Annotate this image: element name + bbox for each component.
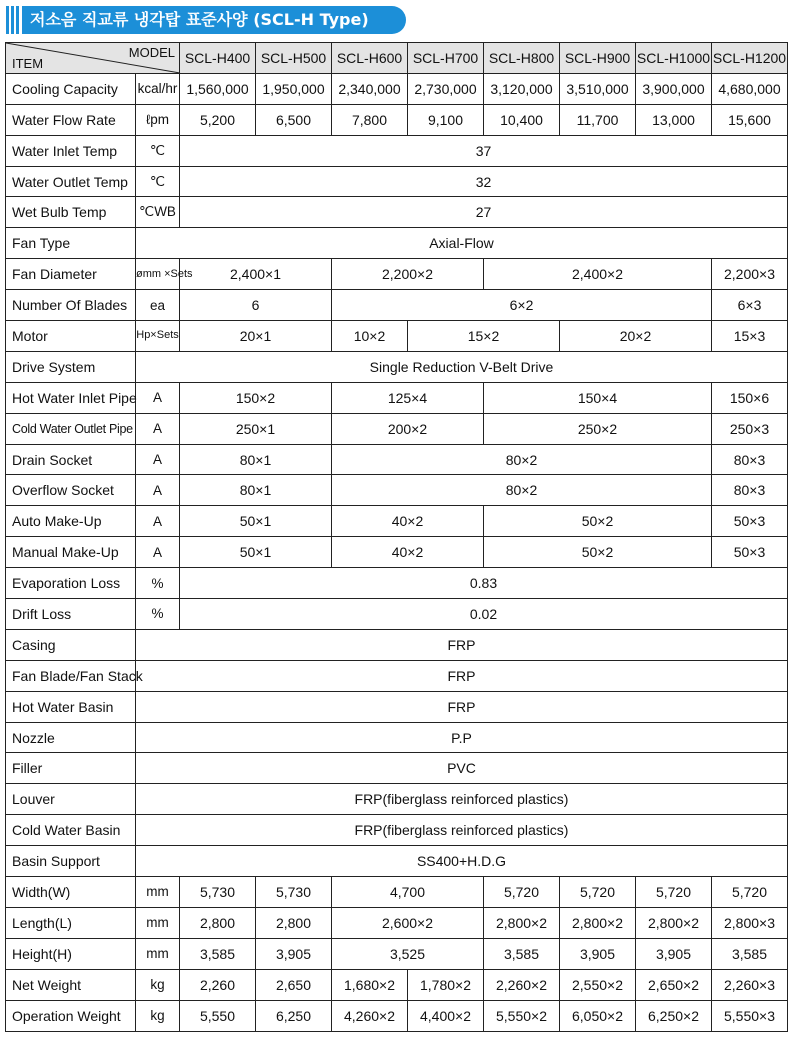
table-cell: 0.83 xyxy=(180,568,788,599)
row-item-label: Cold Water Basin xyxy=(6,815,136,846)
table-cell: 10×2 xyxy=(332,321,408,352)
row-item-label: Casing xyxy=(6,629,136,660)
table-cell: 5,720 xyxy=(636,877,712,908)
table-cell: 50×3 xyxy=(712,506,788,537)
table-cell: 2,800 xyxy=(180,907,256,938)
table-row xyxy=(6,228,788,259)
table-cell: 6,250×2 xyxy=(636,1000,712,1031)
model-item-header xyxy=(6,43,180,74)
table-cell: 80×1 xyxy=(180,475,332,506)
model-label: MODEL xyxy=(128,45,175,60)
table-cell: 37 xyxy=(180,135,788,166)
table-cell: SS400+H.D.G xyxy=(136,846,788,877)
row-item-label: Motor xyxy=(6,321,136,352)
table-cell: 3,585 xyxy=(484,938,560,969)
model-header: SCL-H900 xyxy=(560,43,636,74)
row-item-label: Drive System xyxy=(6,351,136,382)
table-cell: 2,260×3 xyxy=(712,969,788,1000)
table-cell: 4,680,000 xyxy=(712,73,788,104)
row-item-label: Drain Socket xyxy=(6,444,136,475)
row-item-label: Drift Loss xyxy=(6,599,136,630)
spec-table xyxy=(5,42,788,1032)
header-row xyxy=(6,43,788,74)
table-cell: 2,550×2 xyxy=(560,969,636,1000)
table-cell: 15,600 xyxy=(712,104,788,135)
table-cell: 1,950,000 xyxy=(256,73,332,104)
table-row xyxy=(6,629,788,660)
table-cell: 250×1 xyxy=(180,413,332,444)
table-cell: 5,720 xyxy=(712,877,788,908)
table-cell: 250×2 xyxy=(484,413,712,444)
table-row xyxy=(6,382,788,413)
page-title: 저소음 직교류 냉각탑 표준사양 (SCL-H Type) xyxy=(22,6,406,34)
table-row xyxy=(6,321,788,352)
row-unit: A xyxy=(136,506,180,537)
row-item-label: Hot Water Basin xyxy=(6,691,136,722)
table-cell: 5,550×2 xyxy=(484,1000,560,1031)
table-cell: 2,260 xyxy=(180,969,256,1000)
table-row xyxy=(6,784,788,815)
table-cell: 6,250 xyxy=(256,1000,332,1031)
row-item-label: Fan Diameter xyxy=(6,259,136,290)
table-cell: 6×3 xyxy=(712,290,788,321)
row-unit: mm xyxy=(136,907,180,938)
title-stripes-decoration xyxy=(6,6,20,34)
table-cell: FRP xyxy=(136,660,788,691)
table-row xyxy=(6,568,788,599)
table-cell: 3,900,000 xyxy=(636,73,712,104)
table-cell: 4,700 xyxy=(332,877,484,908)
table-cell: 50×2 xyxy=(484,506,712,537)
row-item-label: Manual Make-Up xyxy=(6,537,136,568)
table-cell: 1,780×2 xyxy=(408,969,484,1000)
table-cell: 10,400 xyxy=(484,104,560,135)
table-row xyxy=(6,444,788,475)
table-cell: PVC xyxy=(136,753,788,784)
row-item-label: Basin Support xyxy=(6,846,136,877)
row-unit: kcal/hr xyxy=(136,73,180,104)
table-cell: 150×2 xyxy=(180,382,332,413)
table-cell: 2,800×2 xyxy=(484,907,560,938)
row-item-label: Operation Weight xyxy=(6,1000,136,1031)
table-cell: 40×2 xyxy=(332,537,484,568)
table-cell: 5,730 xyxy=(256,877,332,908)
table-cell: 3,120,000 xyxy=(484,73,560,104)
table-cell: 2,200×2 xyxy=(332,259,484,290)
table-cell: 5,200 xyxy=(180,104,256,135)
table-cell: 5,730 xyxy=(180,877,256,908)
table-row xyxy=(6,660,788,691)
table-cell: 2,400×1 xyxy=(180,259,332,290)
table-cell: 2,600×2 xyxy=(332,907,484,938)
table-cell: 200×2 xyxy=(332,413,484,444)
table-cell: 2,650×2 xyxy=(636,969,712,1000)
table-cell: FRP(fiberglass reinforced plastics) xyxy=(136,784,788,815)
table-row xyxy=(6,1000,788,1031)
model-header: SCL-H500 xyxy=(256,43,332,74)
table-cell: 2,730,000 xyxy=(408,73,484,104)
table-cell: 27 xyxy=(180,197,788,228)
table-row xyxy=(6,537,788,568)
table-cell: 6,050×2 xyxy=(560,1000,636,1031)
row-unit: A xyxy=(136,444,180,475)
table-cell: FRP xyxy=(136,691,788,722)
table-cell: 6×2 xyxy=(332,290,712,321)
table-cell: 6,500 xyxy=(256,104,332,135)
table-cell: 2,650 xyxy=(256,969,332,1000)
table-row xyxy=(6,815,788,846)
table-cell: FRP xyxy=(136,629,788,660)
row-item-label: Length(L) xyxy=(6,907,136,938)
model-header: SCL-H600 xyxy=(332,43,408,74)
row-unit: kg xyxy=(136,969,180,1000)
table-cell: 5,720 xyxy=(484,877,560,908)
table-row xyxy=(6,413,788,444)
table-cell: 13,000 xyxy=(636,104,712,135)
table-cell: 2,340,000 xyxy=(332,73,408,104)
row-item-label: Filler xyxy=(6,753,136,784)
model-header: SCL-H800 xyxy=(484,43,560,74)
table-row xyxy=(6,290,788,321)
table-cell: FRP(fiberglass reinforced plastics) xyxy=(136,815,788,846)
row-item-label: Evaporation Loss xyxy=(6,568,136,599)
row-unit: A xyxy=(136,475,180,506)
table-cell: 3,585 xyxy=(180,938,256,969)
table-cell: 1,560,000 xyxy=(180,73,256,104)
row-unit: A xyxy=(136,537,180,568)
table-cell: 9,100 xyxy=(408,104,484,135)
table-cell: 250×3 xyxy=(712,413,788,444)
table-row xyxy=(6,73,788,104)
table-cell: 2,200×3 xyxy=(712,259,788,290)
row-item-label: Auto Make-Up xyxy=(6,506,136,537)
row-unit: ea xyxy=(136,290,180,321)
table-cell: 5,720 xyxy=(560,877,636,908)
table-cell: 2,400×2 xyxy=(484,259,712,290)
table-cell: 7,800 xyxy=(332,104,408,135)
row-unit: A xyxy=(136,382,180,413)
row-item-label: Overflow Socket xyxy=(6,475,136,506)
table-row xyxy=(6,135,788,166)
model-header: SCL-H700 xyxy=(408,43,484,74)
table-cell: 1,680×2 xyxy=(332,969,408,1000)
table-cell: 150×6 xyxy=(712,382,788,413)
row-item-label: Fan Type xyxy=(6,228,136,259)
table-row xyxy=(6,351,788,382)
table-cell: 0.02 xyxy=(180,599,788,630)
row-item-label: Hot Water Inlet Pipe xyxy=(6,382,136,413)
table-cell: 4,260×2 xyxy=(332,1000,408,1031)
row-item-label: Cold Water Outlet Pipe xyxy=(6,413,136,444)
table-row xyxy=(6,599,788,630)
table-row xyxy=(6,907,788,938)
table-row xyxy=(6,877,788,908)
row-item-label: Water Inlet Temp xyxy=(6,135,136,166)
row-unit: % xyxy=(136,568,180,599)
row-unit: mm xyxy=(136,877,180,908)
table-cell: 2,800×3 xyxy=(712,907,788,938)
table-row xyxy=(6,691,788,722)
table-cell: 80×3 xyxy=(712,444,788,475)
table-row xyxy=(6,969,788,1000)
table-cell: 20×2 xyxy=(560,321,712,352)
row-item-label: Net Weight xyxy=(6,969,136,1000)
table-cell: 32 xyxy=(180,166,788,197)
table-cell: 80×1 xyxy=(180,444,332,475)
table-row xyxy=(6,475,788,506)
row-item-label: Height(H) xyxy=(6,938,136,969)
table-cell: 2,800 xyxy=(256,907,332,938)
table-row xyxy=(6,846,788,877)
table-cell: 80×3 xyxy=(712,475,788,506)
table-row xyxy=(6,938,788,969)
table-cell: 20×1 xyxy=(180,321,332,352)
table-cell: P.P xyxy=(136,722,788,753)
row-item-label: Nozzle xyxy=(6,722,136,753)
model-header: SCL-H1000 xyxy=(636,43,712,74)
row-unit: kg xyxy=(136,1000,180,1031)
row-unit: ℃WB xyxy=(136,197,180,228)
row-unit: mm xyxy=(136,938,180,969)
row-unit: ℓpm xyxy=(136,104,180,135)
table-row xyxy=(6,259,788,290)
table-row xyxy=(6,506,788,537)
table-cell: 2,800×2 xyxy=(560,907,636,938)
table-row xyxy=(6,753,788,784)
table-cell: 50×1 xyxy=(180,506,332,537)
title-bar xyxy=(6,6,406,34)
table-cell: 5,550 xyxy=(180,1000,256,1031)
model-header: SCL-H400 xyxy=(180,43,256,74)
row-item-label: Cooling Capacity xyxy=(6,73,136,104)
row-item-label: Louver xyxy=(6,784,136,815)
table-cell: 40×2 xyxy=(332,506,484,537)
table-cell: 3,510,000 xyxy=(560,73,636,104)
row-item-label: Width(W) xyxy=(6,877,136,908)
table-row xyxy=(6,104,788,135)
row-unit: Hp×Sets xyxy=(136,321,180,352)
table-cell: 80×2 xyxy=(332,475,712,506)
table-cell: Axial-Flow xyxy=(136,228,788,259)
row-item-label: Wet Bulb Temp xyxy=(6,197,136,228)
table-cell: 50×1 xyxy=(180,537,332,568)
table-cell: 2,800×2 xyxy=(636,907,712,938)
table-cell: 11,700 xyxy=(560,104,636,135)
table-row xyxy=(6,197,788,228)
row-item-label: Fan Blade/Fan Stack xyxy=(6,660,136,691)
table-cell: 6 xyxy=(180,290,332,321)
table-cell: 50×3 xyxy=(712,537,788,568)
table-cell: 3,905 xyxy=(636,938,712,969)
table-cell: 3,905 xyxy=(256,938,332,969)
table-cell: Single Reduction V-Belt Drive xyxy=(136,351,788,382)
table-cell: 3,585 xyxy=(712,938,788,969)
table-cell: 3,905 xyxy=(560,938,636,969)
table-cell: 15×3 xyxy=(712,321,788,352)
item-label: ITEM xyxy=(12,55,44,71)
table-cell: 3,525 xyxy=(332,938,484,969)
row-item-label: Water Outlet Temp xyxy=(6,166,136,197)
table-cell: 80×2 xyxy=(332,444,712,475)
table-cell: 150×4 xyxy=(484,382,712,413)
row-item-label: Water Flow Rate xyxy=(6,104,136,135)
table-row xyxy=(6,722,788,753)
table-cell: 2,260×2 xyxy=(484,969,560,1000)
table-cell: 125×4 xyxy=(332,382,484,413)
table-cell: 4,400×2 xyxy=(408,1000,484,1031)
table-cell: 50×2 xyxy=(484,537,712,568)
row-item-label: Number Of Blades xyxy=(6,290,136,321)
row-unit: ℃ xyxy=(136,166,180,197)
row-unit: ømm ×Sets xyxy=(136,259,180,290)
table-cell: 5,550×3 xyxy=(712,1000,788,1031)
model-header: SCL-H1200 xyxy=(712,43,788,74)
row-unit: A xyxy=(136,413,180,444)
table-cell: 15×2 xyxy=(408,321,560,352)
row-unit: % xyxy=(136,599,180,630)
table-row xyxy=(6,166,788,197)
row-unit: ℃ xyxy=(136,135,180,166)
